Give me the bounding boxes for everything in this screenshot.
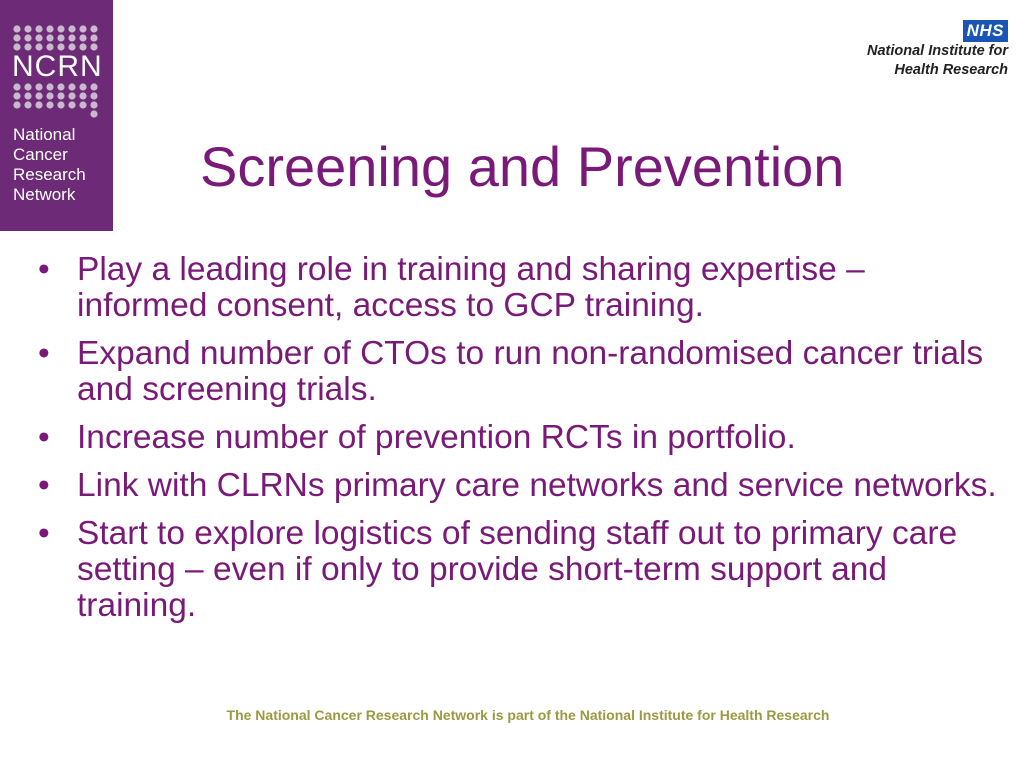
bullet-dot-icon: • [38, 251, 50, 288]
ncrn-name-line: Network [13, 185, 76, 204]
footer-text: The National Cancer Research Network is part of the National Institute for Health Research [226, 707, 830, 723]
bullet-dot-icon: • [38, 467, 50, 504]
bullet-item [30, 420, 1000, 456]
nhs-nihr-logo [867, 20, 1008, 80]
bullet-text: Increase number of prevention RCTs in portfolio. [77, 419, 796, 456]
ncrn-logo [0, 0, 113, 231]
bullet-item [30, 336, 1000, 408]
bullet-text: Link with CLRNs primary care networks and service networks. [77, 467, 997, 504]
bullet-dot-icon: • [38, 515, 50, 552]
dot-pattern-bottom [13, 83, 101, 119]
bullet-text: Play a leading role in training and sharing expertise – informed consent, access to GCP training. [77, 251, 865, 324]
ncrn-name-line: National [13, 125, 76, 144]
bullet-text: Start to explore logistics of sending staff out to primary care setting – even if only to provide short-term support and training. [77, 515, 958, 624]
bullet-item [30, 252, 1000, 324]
ncrn-name-line: Cancer [13, 145, 68, 164]
bullet-list [30, 252, 1000, 636]
ncrn-full-name [13, 125, 86, 205]
slide-title: Screening and Prevention [200, 135, 845, 198]
bullet-text: Expand number of CTOs to run non-randomised cancer trials and screening trials. [77, 335, 984, 408]
nihr-line-1: National Institute for [867, 43, 1008, 59]
nhs-badge: NHS [963, 20, 1008, 42]
bullet-item [30, 468, 1000, 504]
ncrn-letters: NCRN [12, 50, 103, 83]
ncrn-name-line: Research [13, 165, 86, 184]
bullet-dot-icon: • [38, 419, 50, 456]
bullet-item [30, 516, 1000, 624]
bullet-dot-icon: • [38, 335, 50, 372]
nihr-line-2: Health Research [894, 62, 1008, 78]
